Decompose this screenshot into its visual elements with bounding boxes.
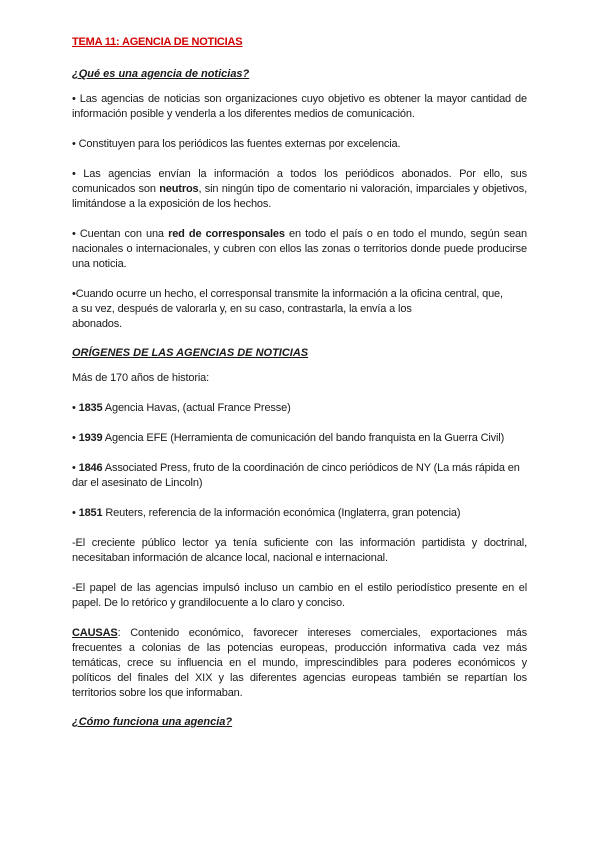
year: 1835 <box>78 402 103 414</box>
list-item-1835 <box>72 401 527 416</box>
section-heading-origins: ORÍGENES DE LAS AGENCIAS DE NOTICIAS <box>72 347 309 359</box>
causas-label: CAUSAS <box>72 627 118 639</box>
text-run: en todo el país o en todo el mundo, según sean nacionales o internacionales, y cubren con ellos las zonas o territorios donde puede producirse una noticia. <box>72 228 527 270</box>
paragraph-external-sources: • Constituyen para los periódicos las fuentes externas por excelencia. <box>72 138 401 150</box>
line: a su vez, después de valorarla y, en su caso, contrastarla, la envía a los <box>72 303 412 315</box>
section-heading-how-works: ¿Cómo funciona una agencia? <box>72 716 233 728</box>
bullet: • <box>72 432 79 444</box>
text-run: Agencia Havas, (actual France Presse) <box>102 402 291 414</box>
text-run: Reuters, referencia de la información económica (Inglaterra, gran potencia) <box>102 507 461 519</box>
year: 1939 <box>78 432 103 444</box>
year: 1851 <box>78 507 103 519</box>
text-run: , sin ningún tipo de comentario ni valoración, imparciales y objetivos, limitándose a la exposición de los hechos. <box>72 183 527 210</box>
line: •Cuando ocurre un hecho, el corresponsal transmite la información a la oficina central, que, <box>72 288 503 300</box>
list-item-1846 <box>72 461 527 491</box>
section-heading-what-is: ¿Qué es una agencia de noticias? <box>72 68 250 80</box>
document-page <box>72 36 527 740</box>
document-title: TEMA 11: AGENCIA DE NOTICIAS <box>72 36 243 48</box>
paragraph-correspondents <box>72 227 527 272</box>
text-run: Associated Press, fruto de la coordinación de cinco periódicos de NY (La más rápida en dar el asesinato de Lincoln) <box>72 462 520 489</box>
paragraph-reader-demand: -El creciente público lector ya tenía suficiente con las información partidista y doctrinal, necesitaban información de alcance local, nacional e internacional. <box>72 537 527 564</box>
paragraph-history-intro: Más de 170 años de historia: <box>72 372 210 384</box>
paragraph-neutral <box>72 167 527 212</box>
year: 1846 <box>78 462 103 474</box>
bold-term-neutros: neutros <box>159 183 199 195</box>
list-item-1939 <box>72 431 527 446</box>
paragraph-process <box>72 287 527 332</box>
line: abonados. <box>72 318 123 330</box>
bullet: • <box>72 462 79 474</box>
text-run: • Cuentan con una <box>72 228 169 240</box>
paragraph-style-change: -El papel de las agencias impulsó incluso un cambio en el estilo periodístico presente en el papel. De lo retórico y grandilocuente a lo claro y conciso. <box>72 582 527 609</box>
bullet: • <box>72 507 79 519</box>
text-run: • Las agencias envían la información a todos los periódicos abonados. Por ello, sus comunicados son <box>72 168 527 195</box>
list-item-1851 <box>72 506 527 521</box>
paragraph-causas <box>72 626 527 701</box>
text-run: : Contenido económico, favorecer intereses comerciales, exportaciones más frecuentes a colonias de las potencias europeas, producción informativa cada vez más temáticas, crece su influencia en el mundo, imprescindibles para poderes económicos y políticos del finales del XIX y las diferentes agencias europeas también se repartían los territorios sobre los que informaban. <box>72 627 527 699</box>
text-run: Agencia EFE (Herramienta de comunicación del bando franquista en la Guerra Civil) <box>102 432 505 444</box>
paragraph-definition: • Las agencias de noticias son organizaciones cuyo objetivo es obtener la mayor cantidad de información posible y venderla a los diferentes medios de comunicación. <box>72 93 527 120</box>
bullet: • <box>72 402 79 414</box>
bold-term-red-corresponsales: red de corresponsales <box>168 228 285 240</box>
